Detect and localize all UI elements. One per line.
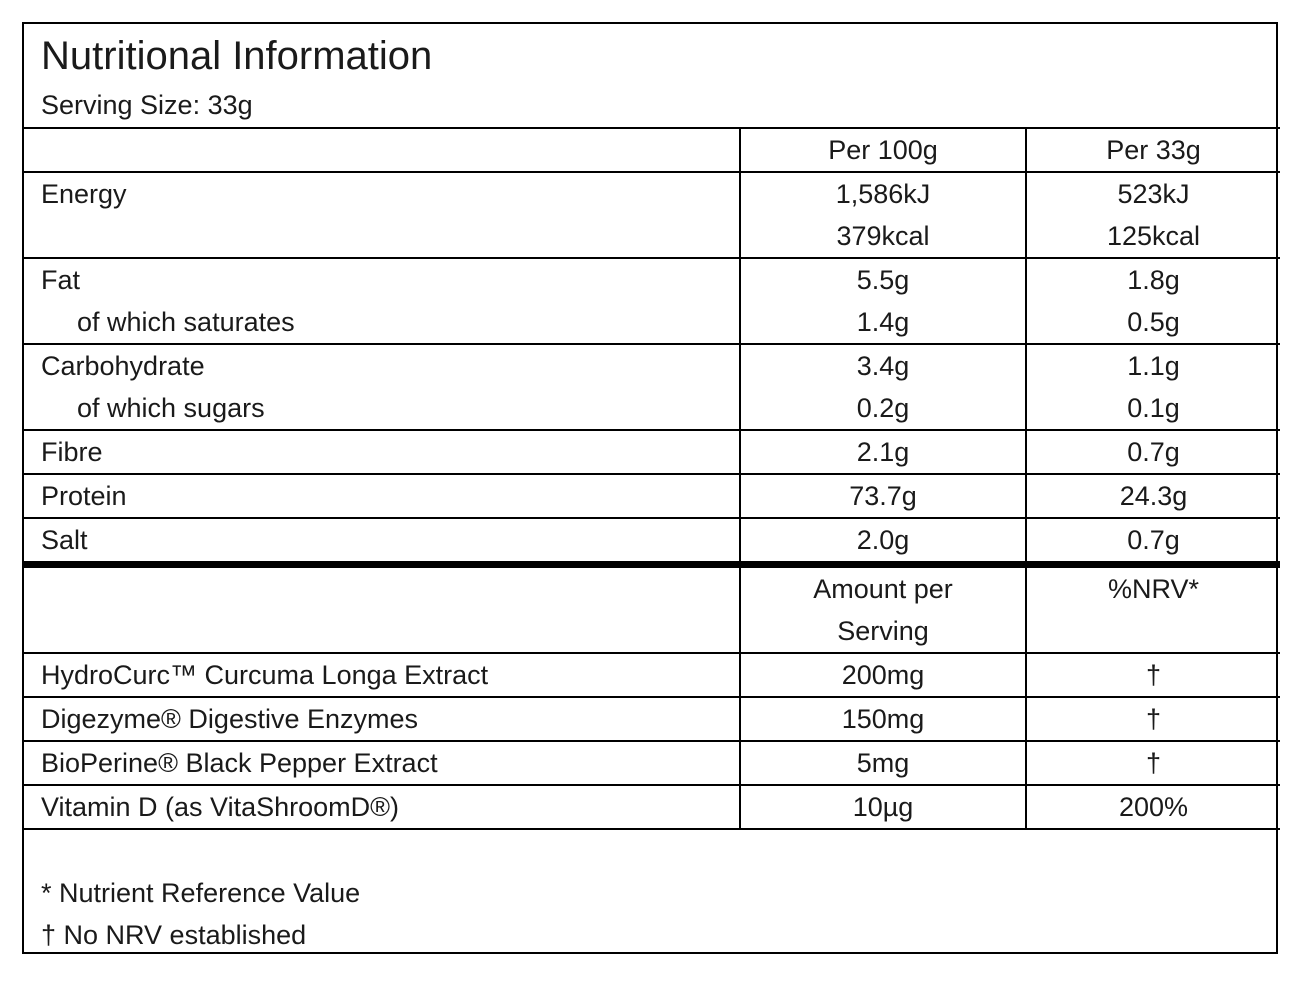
nutrient-per-serving: 24.3g — [1026, 474, 1280, 518]
nutrient-label: Energy — [24, 172, 740, 258]
supplement-nrv: † — [1026, 697, 1280, 741]
supplement-nrv: † — [1026, 653, 1280, 697]
supplement-nrv: † — [1026, 741, 1280, 785]
table-row — [24, 697, 1280, 741]
nutrient-label: Salt — [24, 518, 740, 565]
supplement-amount: 10µg — [740, 785, 1026, 829]
nutrient-per100g: 2.1g — [740, 430, 1026, 474]
supplement-amount: 5mg — [740, 741, 1026, 785]
supplement-header-label — [24, 565, 740, 654]
nutrient-per100g: 1,586kJ 379kcal — [740, 172, 1026, 258]
footnote-nrv: * Nutrient Reference Value — [41, 878, 361, 908]
supplement-header-row — [24, 565, 1280, 654]
nutrient-per-serving: 1.1g 0.1g — [1026, 344, 1280, 430]
serving-size: Serving Size: 33g — [41, 90, 253, 120]
header-row — [24, 128, 1280, 172]
table-row — [24, 344, 1280, 430]
header-per100g: Per 100g — [740, 128, 1026, 172]
supplement-amount: 150mg — [740, 697, 1026, 741]
nutrient-per-serving: 1.8g 0.5g — [1026, 258, 1280, 344]
table-row — [24, 741, 1280, 785]
header-nrv: %NRV* — [1026, 565, 1280, 654]
table-row — [24, 785, 1280, 829]
nutrition-panel — [22, 22, 1278, 954]
panel-title: Nutritional Information — [41, 34, 433, 78]
header-per-serving: Per 33g — [1026, 128, 1280, 172]
supplement-label: Digezyme® Digestive Enzymes — [24, 697, 740, 741]
supplement-nrv: 200% — [1026, 785, 1280, 829]
nutrient-label: Protein — [24, 474, 740, 518]
header-amount-per-serving: Amount per Serving — [740, 565, 1026, 654]
table-row — [24, 518, 1280, 565]
nutrition-table — [24, 127, 1280, 830]
table-row — [24, 653, 1280, 697]
table-row — [24, 172, 1280, 258]
nutrient-per100g: 5.5g 1.4g — [740, 258, 1026, 344]
supplement-label: HydroCurc™ Curcuma Longa Extract — [24, 653, 740, 697]
header-label-cell — [24, 128, 740, 172]
supplement-amount: 200mg — [740, 653, 1026, 697]
table-row — [24, 430, 1280, 474]
nutrient-per100g: 2.0g — [740, 518, 1026, 565]
supplement-label: Vitamin D (as VitaShroomD®) — [24, 785, 740, 829]
nutrient-per-serving: 0.7g — [1026, 430, 1280, 474]
nutrient-label: Carbohydrate of which sugars — [24, 344, 740, 430]
supplement-label: BioPerine® Black Pepper Extract — [24, 741, 740, 785]
nutrient-per-serving: 523kJ 125kcal — [1026, 172, 1280, 258]
nutrient-label: Fibre — [24, 430, 740, 474]
footnote-dagger: † No NRV established — [41, 920, 307, 950]
table-row — [24, 258, 1280, 344]
nutrient-per-serving: 0.7g — [1026, 518, 1280, 565]
nutrient-label: Fat of which saturates — [24, 258, 740, 344]
footnotes — [41, 872, 360, 956]
nutrient-per100g: 3.4g 0.2g — [740, 344, 1026, 430]
nutrient-per100g: 73.7g — [740, 474, 1026, 518]
table-row — [24, 474, 1280, 518]
